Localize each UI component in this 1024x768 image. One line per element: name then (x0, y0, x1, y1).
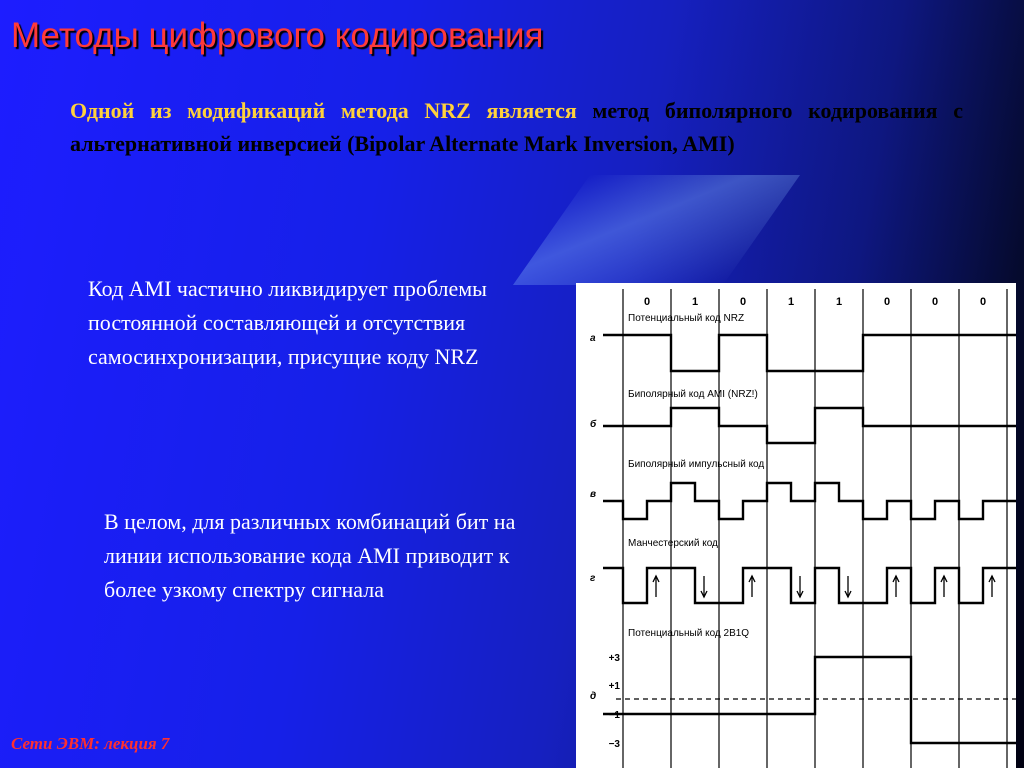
row-label: Потенциальный код NRZ (628, 313, 745, 324)
bit-label: 1 (835, 296, 843, 308)
row-letter: в (590, 489, 597, 500)
level-label: −3 (608, 739, 620, 750)
ami-spectrum-text: В целом, для различных комбинаций бит на линии использование кода AMI приводит к более узкому спектру сигнала (104, 509, 516, 602)
ami-signal (603, 408, 1016, 443)
row-letter: б (590, 419, 597, 430)
nrz-signal (603, 335, 1016, 371)
lead-highlight: Одной из модификаций метода NRZ является (70, 98, 577, 123)
row-label: Манчестерский код (628, 538, 718, 549)
row-label: Биполярный код AMI (NRZ!) (628, 389, 758, 400)
level-label: −1 (608, 710, 620, 721)
twob1q-signal (603, 657, 1016, 743)
bit-label: 0 (739, 296, 747, 308)
level-label: +3 (608, 653, 620, 664)
ami-benefit-text: Код AMI частично ликвидирует проблемы постоянной составляющей и отсутствия самосинхронизации, присущие коду NRZ (88, 276, 487, 369)
bit-label: 1 (691, 296, 699, 308)
bit-label: 0 (931, 296, 939, 308)
impulse-signal (603, 483, 1016, 519)
slide-title: Методы цифрового кодирования (11, 16, 544, 55)
row-letter: а (590, 333, 596, 344)
background-light-beam (513, 175, 800, 285)
bit-label: 0 (883, 296, 891, 308)
bit-label: 0 (979, 296, 987, 308)
row-label: Биполярный импульсный код (628, 459, 765, 470)
row-letter: д (590, 691, 597, 702)
encoding-diagram (576, 283, 1016, 768)
row-label: Потенциальный код 2B1Q (628, 628, 750, 639)
encoding-diagram-svg (576, 283, 1016, 768)
bit-label: 1 (787, 296, 795, 308)
lead-paragraph (70, 94, 963, 160)
row-letter: г (590, 573, 596, 584)
bit-label: 0 (643, 296, 651, 308)
footer-lecture: Сети ЭВМ: лекция 7 (11, 734, 170, 753)
level-label: +1 (608, 681, 620, 692)
manchester-signal (603, 568, 1016, 603)
lead-rest: метод биполярного кодирования с альтернативной инверсией (Bipolar Alternate Mark Inversion, AMI) (70, 98, 963, 156)
